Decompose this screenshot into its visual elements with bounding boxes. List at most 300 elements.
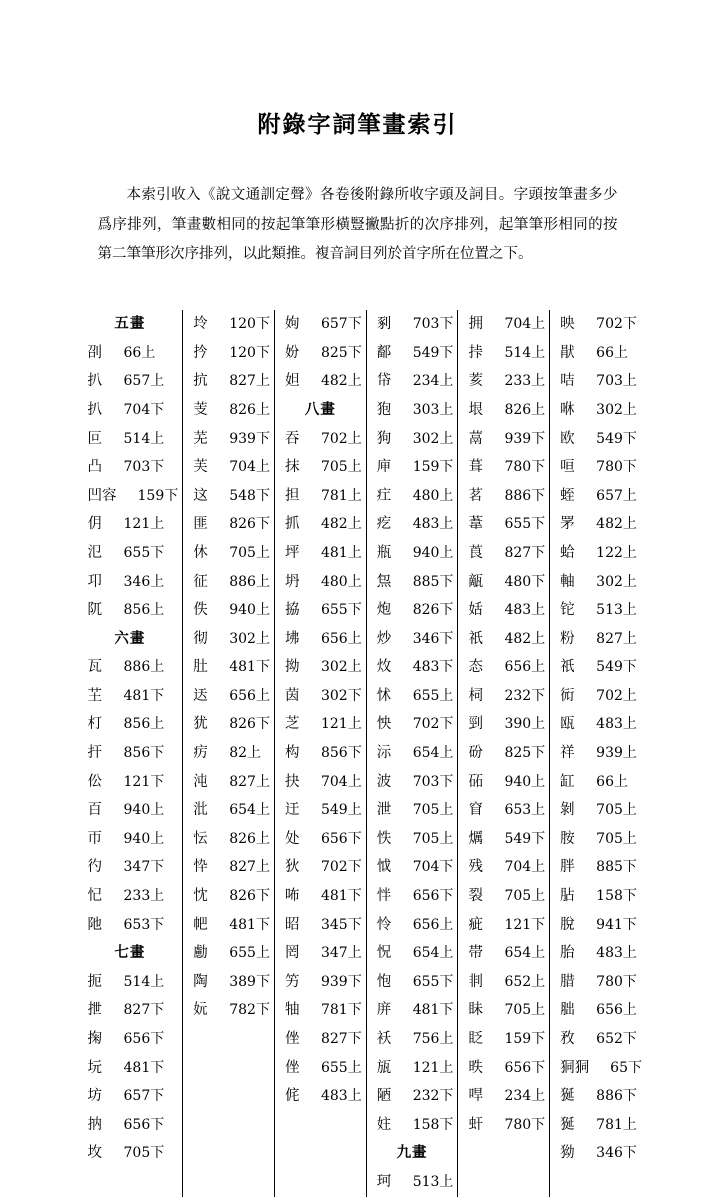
index-column bbox=[78, 310, 183, 1196]
entry-page: 826下 bbox=[229, 888, 270, 905]
entry-page: 655上 bbox=[412, 687, 454, 704]
entry-page: 548下 bbox=[229, 487, 270, 504]
entry-page: 781上 bbox=[320, 487, 362, 504]
index-entry bbox=[187, 596, 270, 625]
entry-character: 剝 bbox=[560, 802, 575, 819]
index-entry bbox=[554, 367, 642, 396]
index-entry bbox=[554, 1082, 642, 1111]
index-entry bbox=[371, 1168, 454, 1197]
entry-page: 482上 bbox=[320, 516, 362, 533]
entry-character: 怢 bbox=[376, 830, 392, 847]
entry-page: 481下 bbox=[229, 916, 270, 933]
entry-page: 827下 bbox=[123, 1002, 165, 1019]
entry-page: 121下 bbox=[123, 773, 165, 790]
entry-character: 芜 bbox=[193, 430, 208, 447]
entry-page: 826下 bbox=[412, 602, 454, 619]
index-entry bbox=[187, 853, 270, 882]
index-entry bbox=[371, 510, 454, 539]
entry-page: 232下 bbox=[504, 687, 546, 704]
entry-character: 扒 bbox=[87, 373, 102, 390]
index-entry bbox=[462, 310, 545, 339]
index-entry bbox=[187, 453, 270, 482]
index-entry bbox=[82, 1025, 179, 1054]
entry-page: 654上 bbox=[412, 745, 454, 762]
entry-page: 655下 bbox=[123, 544, 165, 561]
entry-page: 481下 bbox=[229, 659, 270, 676]
index-entry bbox=[462, 853, 545, 882]
index-entry bbox=[82, 1054, 179, 1083]
entry-page: 704上 bbox=[504, 859, 546, 876]
index-entry bbox=[82, 796, 179, 825]
entry-page: 389下 bbox=[229, 973, 270, 990]
entry-page: 826下 bbox=[229, 516, 270, 533]
index-entry bbox=[554, 653, 642, 682]
entry-page: 656上 bbox=[320, 630, 362, 647]
index-entry bbox=[82, 996, 179, 1025]
entry-character: 拹 bbox=[284, 602, 300, 619]
entry-character: 粉 bbox=[560, 630, 575, 647]
entry-character: 疵 bbox=[468, 916, 483, 933]
index-entry bbox=[82, 768, 179, 797]
index-entry bbox=[554, 968, 642, 997]
entry-page: 302上 bbox=[229, 630, 270, 647]
entry-character: 坆 bbox=[87, 1145, 102, 1162]
entry-page: 825下 bbox=[504, 745, 546, 762]
entry-page: 346下 bbox=[412, 630, 454, 647]
entry-character: 狿 bbox=[560, 1088, 575, 1105]
index-entry bbox=[554, 339, 642, 368]
index-entry bbox=[82, 425, 179, 454]
entry-page: 652下 bbox=[596, 1031, 637, 1047]
entry-character: 态 bbox=[468, 659, 483, 676]
entry-character: 肚 bbox=[193, 659, 208, 676]
index-entry bbox=[462, 710, 545, 739]
index-column bbox=[549, 310, 646, 1196]
index-entry bbox=[462, 568, 545, 597]
entry-character: 怑 bbox=[376, 888, 392, 905]
index-entry bbox=[554, 482, 642, 511]
entry-character: 仴 bbox=[87, 516, 102, 533]
entry-page: 514上 bbox=[123, 430, 165, 447]
entry-page: 940上 bbox=[412, 544, 454, 561]
index-entry bbox=[371, 710, 454, 739]
entry-character: 铊 bbox=[560, 602, 575, 619]
index-entry bbox=[462, 653, 545, 682]
entry-page: 656上 bbox=[229, 687, 270, 704]
entry-character: 蛤 bbox=[560, 544, 575, 561]
entry-page: 480下 bbox=[504, 573, 546, 590]
entry-page: 705上 bbox=[412, 802, 454, 819]
index-entry bbox=[371, 853, 454, 882]
entry-page: 941下 bbox=[596, 916, 637, 933]
entry-character: 犹 bbox=[193, 716, 208, 733]
entry-character: 扲 bbox=[193, 344, 208, 361]
index-entry bbox=[371, 1082, 454, 1111]
index-entry bbox=[554, 768, 642, 797]
entry-page: 656上 bbox=[412, 916, 454, 933]
index-entry bbox=[371, 596, 454, 625]
index-entry bbox=[279, 682, 362, 711]
entry-character: 蒚 bbox=[468, 430, 483, 447]
entry-character: 剄 bbox=[468, 716, 483, 733]
index-entry bbox=[279, 625, 362, 654]
index-entry bbox=[279, 539, 362, 568]
index-entry bbox=[82, 739, 179, 768]
index-entry bbox=[462, 510, 545, 539]
entry-character: 抉 bbox=[284, 773, 300, 790]
entry-character: 阤 bbox=[87, 916, 102, 933]
index-entry bbox=[462, 453, 545, 482]
entry-page: 159下 bbox=[504, 1031, 546, 1047]
entry-page: 233上 bbox=[123, 888, 165, 905]
entry-character: 祥 bbox=[560, 745, 575, 762]
index-entry bbox=[462, 625, 545, 654]
entry-page: 940上 bbox=[123, 802, 165, 819]
entry-character: 爄 bbox=[468, 830, 483, 847]
entry-character: 抓 bbox=[284, 516, 300, 533]
entry-character: 軸 bbox=[560, 573, 575, 590]
entry-character: 这 bbox=[193, 487, 208, 504]
entry-character: 休 bbox=[193, 544, 208, 561]
index-entry bbox=[462, 1111, 545, 1140]
entry-character: 珂 bbox=[376, 1173, 392, 1190]
index-entry bbox=[187, 911, 270, 940]
index-entry bbox=[554, 911, 642, 940]
entry-character: 坍 bbox=[284, 573, 300, 590]
index-entry bbox=[371, 682, 454, 711]
entry-page: 780下 bbox=[596, 973, 637, 990]
index-entry bbox=[82, 1082, 179, 1111]
index-entry bbox=[371, 482, 454, 511]
index-entry bbox=[462, 339, 545, 368]
entry-character: 怳 bbox=[376, 945, 392, 962]
index-entry bbox=[187, 796, 270, 825]
entry-page: 483上 bbox=[596, 945, 637, 962]
index-entry bbox=[82, 510, 179, 539]
index-entry bbox=[462, 396, 545, 425]
index-entry bbox=[187, 367, 270, 396]
index-entry bbox=[279, 339, 362, 368]
entry-character: 征 bbox=[193, 573, 208, 590]
index-entry bbox=[187, 882, 270, 911]
index-entry bbox=[554, 539, 642, 568]
index-entry bbox=[462, 968, 545, 997]
entry-character: 残 bbox=[468, 859, 483, 876]
entry-page: 654上 bbox=[412, 945, 454, 962]
index-entry bbox=[279, 939, 362, 968]
index-entry bbox=[279, 510, 362, 539]
index-entry bbox=[82, 482, 179, 511]
entry-character: 鄐 bbox=[376, 344, 392, 361]
index-entry bbox=[462, 596, 545, 625]
entry-character: 欧 bbox=[560, 430, 575, 447]
entry-character: 眨 bbox=[468, 1031, 483, 1047]
index-entry bbox=[371, 568, 454, 597]
index-entry bbox=[371, 625, 454, 654]
entry-page: 480上 bbox=[412, 487, 454, 504]
entry-page: 121上 bbox=[320, 716, 362, 733]
entry-character: 妢 bbox=[284, 344, 300, 361]
index-entry bbox=[187, 939, 270, 968]
entry-character: 卭 bbox=[87, 573, 102, 590]
entry-character: 窅 bbox=[468, 802, 483, 819]
entry-character: 剕 bbox=[468, 973, 483, 990]
entry-page: 827下 bbox=[504, 544, 546, 561]
entry-page: 549上 bbox=[320, 802, 362, 819]
entry-page: 704下 bbox=[412, 859, 454, 876]
entry-character: 狿 bbox=[560, 1116, 575, 1133]
index-entry bbox=[554, 1139, 642, 1168]
index-entry bbox=[187, 625, 270, 654]
index-entry bbox=[279, 825, 362, 854]
index-entry bbox=[554, 853, 642, 882]
index-entry bbox=[82, 825, 179, 854]
index-entry bbox=[82, 396, 179, 425]
index-entry bbox=[462, 1025, 545, 1054]
index-entry bbox=[554, 1054, 642, 1083]
index-entry bbox=[554, 1111, 642, 1140]
entry-page: 780下 bbox=[504, 1116, 546, 1133]
entry-character: 炮 bbox=[376, 602, 392, 619]
index-entry bbox=[462, 739, 545, 768]
entry-character: 侳 bbox=[284, 1059, 300, 1076]
entry-page: 704上 bbox=[504, 316, 546, 333]
entry-character: 忶 bbox=[193, 830, 208, 847]
entry-character: 凹容 bbox=[87, 487, 117, 504]
entry-page: 702下 bbox=[320, 859, 362, 876]
entry-page: 827上 bbox=[229, 373, 270, 390]
index-entry bbox=[462, 539, 545, 568]
entry-character: 剢 bbox=[376, 316, 392, 333]
index-entry bbox=[462, 482, 545, 511]
entry-character: 刟 bbox=[87, 344, 102, 361]
entry-page: 886上 bbox=[229, 573, 270, 590]
index-entry bbox=[82, 1111, 179, 1140]
entry-character: 妲 bbox=[284, 373, 300, 390]
entry-character: 疘 bbox=[376, 487, 392, 504]
entry-character: 阢 bbox=[87, 602, 102, 619]
index-entry bbox=[462, 796, 545, 825]
index-entry bbox=[187, 710, 270, 739]
entry-character: 牰 bbox=[284, 1002, 300, 1019]
entry-page: 656上 bbox=[504, 659, 546, 676]
entry-page: 656下 bbox=[123, 1116, 165, 1133]
entry-character: 挊 bbox=[468, 344, 483, 361]
index-entry bbox=[187, 825, 270, 854]
entry-character: 陶 bbox=[193, 973, 208, 990]
entry-character: 胐 bbox=[560, 1002, 575, 1019]
index-entry bbox=[187, 968, 270, 997]
entry-character: 狄 bbox=[284, 859, 300, 876]
index-entry bbox=[279, 482, 362, 511]
entry-page: 781下 bbox=[320, 1002, 362, 1019]
entry-character: 陋 bbox=[376, 1088, 392, 1105]
entry-character: 疙 bbox=[376, 516, 392, 533]
entry-character: 怵 bbox=[376, 687, 392, 704]
entry-page: 302上 bbox=[320, 659, 362, 676]
index-entry bbox=[371, 425, 454, 454]
index-entry bbox=[279, 1025, 362, 1054]
entry-page: 514上 bbox=[123, 973, 165, 990]
entry-page: 856上 bbox=[123, 602, 165, 619]
entry-page: 159下 bbox=[137, 487, 179, 504]
entry-character: 炒 bbox=[376, 630, 392, 647]
index-entry bbox=[462, 367, 545, 396]
entry-page: 234上 bbox=[412, 373, 454, 390]
entry-character: 祇 bbox=[468, 630, 483, 647]
entry-character: 姡 bbox=[468, 602, 483, 619]
entry-page: 653下 bbox=[123, 916, 165, 933]
entry-character: 罞 bbox=[560, 516, 575, 533]
index-column bbox=[457, 310, 549, 1196]
entry-character: 咘 bbox=[284, 888, 300, 905]
entry-page: 705上 bbox=[320, 459, 362, 476]
entry-character: 罔 bbox=[284, 945, 300, 962]
entry-page: 655上 bbox=[320, 1059, 362, 1076]
index-entry bbox=[279, 853, 362, 882]
index-entry bbox=[554, 996, 642, 1025]
index-entry bbox=[554, 939, 642, 968]
entry-character: 茵 bbox=[284, 687, 300, 704]
entry-character: 瓦 bbox=[87, 659, 102, 676]
index-entry bbox=[82, 968, 179, 997]
index-entry bbox=[82, 1139, 179, 1168]
index-entry bbox=[187, 310, 270, 339]
index-entry bbox=[462, 768, 545, 797]
entry-character: 垠 bbox=[468, 401, 483, 418]
index-entry bbox=[554, 739, 642, 768]
stroke-count-heading: 九畫 bbox=[396, 1144, 428, 1162]
index-entry bbox=[187, 996, 270, 1025]
entry-page: 703下 bbox=[412, 773, 454, 790]
index-entry bbox=[462, 911, 545, 940]
intro-text: 本索引收入《說文通訓定聲》各卷後附錄所收字頭及詞目。字頭按筆畫多少爲序排列，筆畫數相同的按起筆筆形橫豎撇點折的次序排列，起筆筆形相同的按第二筆筆形次序排列，以此類推。複音詞目列於首字所在位置之下。 bbox=[97, 187, 618, 263]
entry-character: 伀 bbox=[87, 773, 102, 790]
entry-character: 怏 bbox=[376, 716, 392, 733]
index-column bbox=[274, 310, 366, 1196]
index-entry bbox=[82, 453, 179, 482]
entry-page: 122上 bbox=[596, 544, 637, 561]
entry-page: 347上 bbox=[320, 945, 362, 962]
index-entry bbox=[371, 310, 454, 339]
index-entry bbox=[187, 396, 270, 425]
index-entry bbox=[371, 453, 454, 482]
entry-page: 825下 bbox=[320, 344, 362, 361]
entry-character: 帀 bbox=[87, 830, 102, 847]
entry-character: 抐 bbox=[87, 1116, 102, 1133]
entry-character: 砳 bbox=[468, 773, 483, 790]
entry-page: 655上 bbox=[229, 945, 270, 962]
index-entry bbox=[371, 367, 454, 396]
entry-character: 胺 bbox=[560, 830, 575, 847]
entry-page: 66上 bbox=[596, 773, 628, 790]
entry-character: 胎 bbox=[560, 945, 575, 962]
index-entry bbox=[371, 739, 454, 768]
entry-page: 233上 bbox=[504, 373, 546, 390]
entry-page: 346下 bbox=[596, 1145, 637, 1162]
entry-character: 腊 bbox=[560, 973, 575, 990]
entry-character: 芏 bbox=[87, 687, 102, 704]
index-entry bbox=[82, 539, 179, 568]
entry-character: 彻 bbox=[193, 630, 208, 647]
entry-page: 939下 bbox=[320, 973, 362, 990]
entry-page: 885下 bbox=[596, 859, 637, 876]
entry-character: 坃 bbox=[87, 1059, 102, 1076]
entry-page: 66上 bbox=[123, 344, 156, 361]
index-entry bbox=[187, 739, 270, 768]
entry-character: 扼 bbox=[87, 973, 102, 990]
index-entry bbox=[462, 825, 545, 854]
entry-character: 妵 bbox=[376, 1116, 392, 1133]
entry-character: 荄 bbox=[468, 373, 483, 390]
entry-page: 513上 bbox=[412, 1173, 454, 1190]
entry-page: 705上 bbox=[229, 544, 270, 561]
entry-character: 侂 bbox=[284, 1088, 300, 1105]
entry-page: 940上 bbox=[229, 602, 270, 619]
entry-page: 704下 bbox=[123, 401, 165, 418]
index-entry bbox=[279, 796, 362, 825]
entry-page: 390上 bbox=[504, 716, 546, 733]
entry-character: 咻 bbox=[560, 401, 575, 418]
entry-character: 胖 bbox=[560, 859, 575, 876]
stroke-count-heading: 七畫 bbox=[114, 944, 146, 962]
index-entry bbox=[554, 568, 642, 597]
entry-page: 82上 bbox=[229, 745, 262, 762]
index-entry bbox=[187, 425, 270, 454]
index-entry bbox=[371, 768, 454, 797]
index-entry bbox=[554, 1025, 642, 1054]
entry-character: 勴 bbox=[193, 945, 208, 962]
entry-page: 121上 bbox=[412, 1059, 454, 1076]
entry-page: 939下 bbox=[504, 430, 546, 447]
entry-page: 653上 bbox=[504, 802, 546, 819]
index-entry bbox=[371, 339, 454, 368]
entry-page: 302下 bbox=[320, 687, 362, 704]
index-entry bbox=[82, 653, 179, 682]
index-entry bbox=[554, 310, 642, 339]
entry-character: 昭 bbox=[284, 916, 300, 933]
page-title: 附錄字詞筆畫索引 bbox=[257, 111, 458, 138]
entry-character: 瓯 bbox=[560, 716, 575, 733]
entry-character: 拥 bbox=[468, 316, 483, 333]
entry-character: 坊 bbox=[87, 1088, 102, 1105]
entry-page: 652上 bbox=[504, 973, 546, 990]
entry-page: 940上 bbox=[123, 830, 165, 847]
index-entry bbox=[371, 1111, 454, 1140]
entry-page: 481上 bbox=[320, 544, 362, 561]
index-entry bbox=[82, 596, 179, 625]
entry-character: 眛 bbox=[468, 1002, 483, 1019]
index-entry bbox=[371, 911, 454, 940]
entry-page: 705下 bbox=[123, 1145, 165, 1162]
index-entry bbox=[82, 367, 179, 396]
entry-page: 158下 bbox=[412, 1116, 454, 1133]
entry-page: 302上 bbox=[596, 573, 637, 590]
entry-character: 怜 bbox=[376, 916, 392, 933]
entry-page: 885下 bbox=[412, 573, 454, 590]
entry-character: 茗 bbox=[468, 487, 483, 504]
entry-character: 怴 bbox=[376, 859, 392, 876]
entry-page: 702下 bbox=[596, 316, 637, 333]
index-entry bbox=[187, 653, 270, 682]
entry-character: 沶 bbox=[376, 745, 392, 762]
entry-page: 703下 bbox=[123, 459, 165, 476]
entry-page: 656下 bbox=[412, 888, 454, 905]
entry-page: 483上 bbox=[596, 716, 637, 733]
entry-page: 347下 bbox=[123, 859, 165, 876]
index-entry bbox=[279, 882, 362, 911]
index-entry bbox=[279, 310, 362, 339]
